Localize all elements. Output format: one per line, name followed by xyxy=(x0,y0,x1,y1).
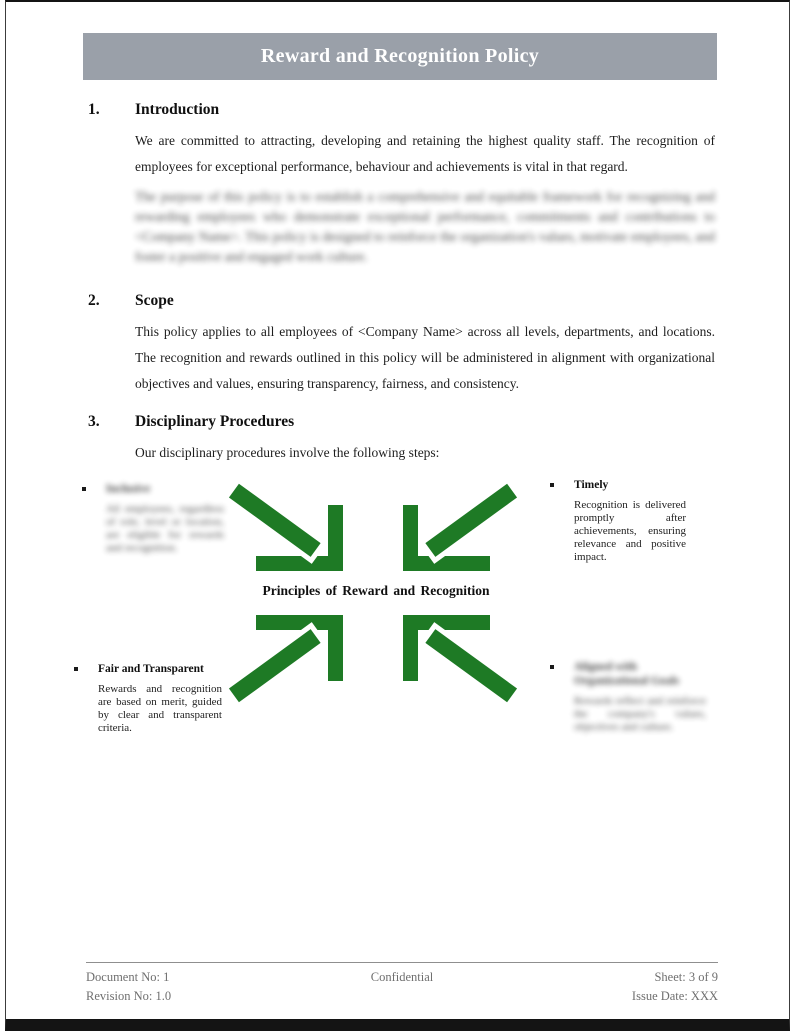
principle-content xyxy=(574,478,686,564)
principles-diagram xyxy=(0,470,800,770)
principle-item-bottom-right xyxy=(550,660,706,734)
bullet-icon xyxy=(550,483,554,487)
paragraph: We are committed to attracting, developing and retaining the highest quality staff. The recognition of employees for exceptional performance, behaviour and achievements is vital in that regard. xyxy=(135,133,715,174)
bullet-icon xyxy=(82,487,86,491)
footer-issue-date: Issue Date: XXX xyxy=(631,989,719,1003)
section-number: 2. xyxy=(88,292,100,309)
arrow-bottom-right-icon xyxy=(403,615,521,706)
footer-left-column xyxy=(86,968,297,1006)
principle-description: Rewards and recognition are based on merit, guided by clear and transparent criteria. xyxy=(98,683,222,734)
arrow-top-left-icon xyxy=(225,480,343,571)
principle-description: All employees, regardless of role, level or location, are eligible for rewards and recognition. xyxy=(106,503,224,554)
principle-content xyxy=(574,660,706,734)
section-heading-row xyxy=(88,100,715,120)
section-scope xyxy=(88,291,715,397)
footer-sheet-number: Sheet: 3 of 9 xyxy=(654,970,719,984)
footer-document-no: Document No: 1 xyxy=(86,970,170,984)
paragraph-blurred: The purpose of this policy is to establish a comprehensive and equitable framework for recognizing and rewarding employees who demonstrate exceptional performance, commitments and contributions to <Company Name>. This policy is designed to reinforce the organization's values, motivate employees, and foster a positive and engaged work culture. xyxy=(135,189,715,264)
section-disciplinary-procedures xyxy=(88,412,715,466)
section-number: 3. xyxy=(88,413,100,430)
principle-description: Rewards reflect and reinforce the company's values, objectives and culture. xyxy=(574,695,706,733)
section-heading-row xyxy=(88,412,715,432)
document-title: Reward and Recognition Policy xyxy=(260,45,540,67)
section-introduction xyxy=(88,100,715,267)
page-footer xyxy=(86,962,718,1006)
principle-heading: Aligned with Organizational Goals xyxy=(574,661,680,687)
section-heading-row xyxy=(88,291,715,311)
section-number: 1. xyxy=(88,101,100,118)
paragraph: This policy applies to all employees of <Company Name> across all levels, departments, and locations. The recognition and rewards outlined in this policy will be administered in alignment with organizational objectives and values, ensuring transparency, fairness, and consistency. xyxy=(135,324,715,391)
principle-description: Recognition is delivered promptly after achievements, ensuring relevance and positive impact. xyxy=(574,499,686,563)
section-heading: Disciplinary Procedures xyxy=(135,413,295,430)
diagram-center-label: Principles of Reward and Recognition xyxy=(262,583,490,598)
bullet-icon xyxy=(550,665,554,669)
principle-heading: Fair and Transparent xyxy=(98,663,204,675)
title-banner xyxy=(83,33,717,80)
bullet-icon xyxy=(74,667,78,671)
principle-content xyxy=(98,662,222,735)
principle-content xyxy=(106,482,224,555)
principle-item-bottom-left xyxy=(74,662,222,735)
principle-item-top-right xyxy=(550,478,686,564)
arrow-top-right-icon xyxy=(403,480,521,571)
paragraph: Our disciplinary procedures involve the following steps: xyxy=(135,445,440,460)
footer-confidential-label: Confidential xyxy=(370,970,434,984)
footer-right-column xyxy=(507,968,718,1006)
footer-revision-no: Revision No: 1.0 xyxy=(86,989,172,1003)
principle-heading: Inclusive xyxy=(106,483,151,495)
section-heading: Introduction xyxy=(135,101,220,118)
section-heading: Scope xyxy=(135,292,174,309)
arrow-bottom-left-icon xyxy=(225,615,343,706)
principle-item-top-left xyxy=(82,482,224,555)
principle-heading: Timely xyxy=(574,479,609,491)
